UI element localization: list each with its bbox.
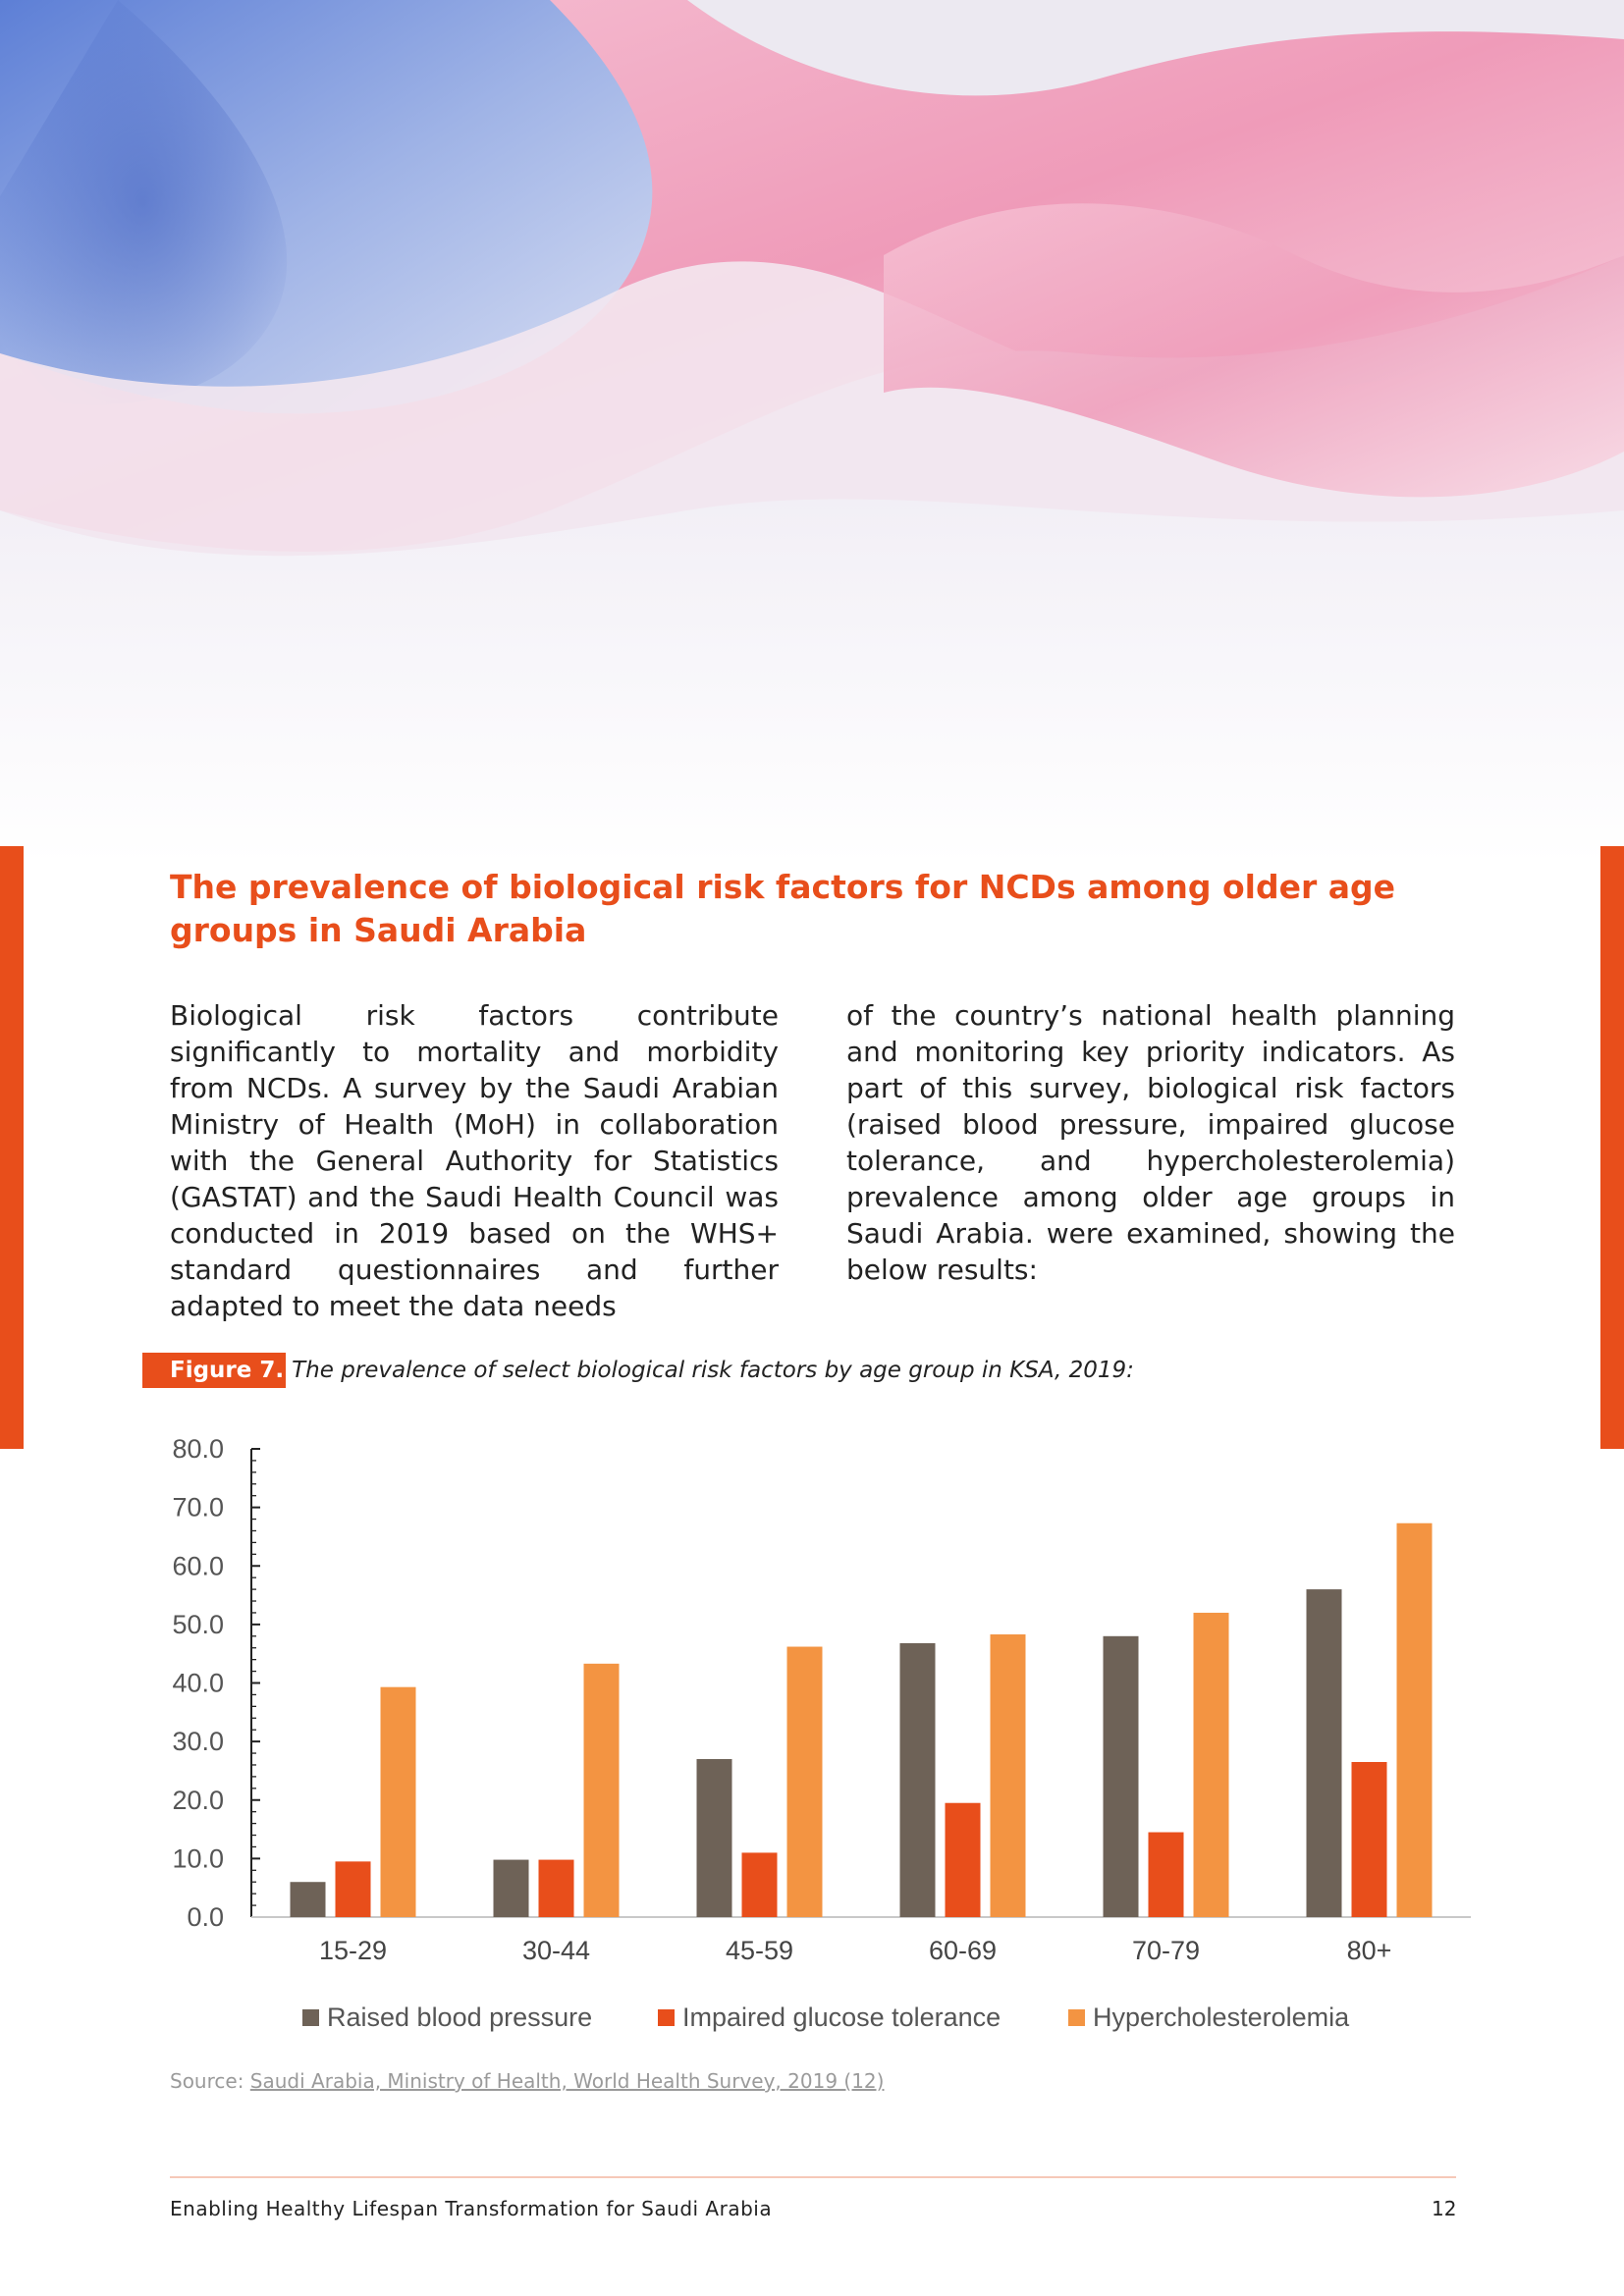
y-tick-label: 80.0: [172, 1434, 224, 1464]
bar-1: [900, 1643, 936, 1917]
bar-2: [1149, 1833, 1184, 1917]
y-tick-label: 50.0: [172, 1609, 224, 1639]
legend-swatch: [302, 2009, 319, 2026]
y-tick-label: 0.0: [187, 1902, 224, 1932]
figure-label: Figure 7.: [142, 1353, 286, 1388]
y-tick-label: 70.0: [172, 1492, 224, 1522]
x-tick-label: 80+: [1346, 1936, 1392, 1965]
y-tick-label: 60.0: [172, 1551, 224, 1581]
bar-2: [1352, 1762, 1387, 1917]
x-tick-label: 30-44: [521, 1936, 591, 1965]
bar-3: [1397, 1523, 1433, 1917]
bar-3: [381, 1687, 416, 1917]
hero-image: [0, 0, 1624, 864]
silk-fabric-illustration: [0, 0, 1624, 864]
bar-2: [742, 1852, 778, 1917]
legend-swatch: [658, 2009, 675, 2026]
bar-1: [1104, 1636, 1139, 1917]
bar-1: [697, 1759, 732, 1917]
bar-3: [584, 1664, 620, 1917]
bar-1: [494, 1860, 529, 1917]
section-heading: The prevalence of biological risk factors for NCDs among older age groups in Saudi Arabia: [170, 868, 1396, 949]
x-tick-label: 15-29: [318, 1936, 388, 1965]
source-prefix: Source:: [170, 2069, 250, 2093]
x-tick-label: 70-79: [1131, 1936, 1201, 1965]
y-tick-label: 20.0: [172, 1785, 224, 1815]
legend-label: Impaired glucose tolerance: [682, 2002, 1001, 2032]
accent-bar-left: [0, 846, 24, 1449]
legend-label: Hypercholesterolemia: [1093, 2002, 1350, 2032]
bar-3: [991, 1634, 1026, 1917]
bar-chart: [137, 1423, 1492, 2052]
legend-swatch: [1068, 2009, 1085, 2026]
figure-caption-text: The prevalence of select biological risk factors by age group in KSA, 2019:: [292, 1358, 1134, 1383]
footer-divider: [170, 2176, 1456, 2178]
bar-2: [946, 1803, 981, 1917]
y-tick-label: 30.0: [172, 1727, 224, 1757]
bar-2: [336, 1861, 371, 1917]
page-number: 12: [1432, 2197, 1457, 2220]
figure-caption: [142, 1353, 1134, 1388]
x-tick-label: 60-69: [928, 1936, 998, 1965]
footer-title: Enabling Healthy Lifespan Transformation for Saudi Arabia: [170, 2197, 773, 2220]
source-link[interactable]: Saudi Arabia, Ministry of Health, World Health Survey, 2019 (12): [249, 2069, 885, 2093]
y-tick-label: 40.0: [172, 1668, 224, 1698]
accent-bar-right: [1600, 846, 1624, 1449]
x-tick-label: 45-59: [725, 1936, 794, 1965]
y-tick-label: 10.0: [172, 1843, 224, 1874]
bar-3: [1194, 1613, 1229, 1917]
bar-1: [1307, 1589, 1342, 1917]
bar-2: [539, 1860, 574, 1917]
source-note: [170, 2069, 884, 2093]
body-text-left: Biological risk factors contribute significantly to mortality and morbidity from NCDs. A survey by the Saudi Arabian Ministry of Health (MoH) in collaboration with the General Authority for Statistics (GASTAT) and the Saudi Health Council was conducted in 2019 based on the WHS+ standard questionnaires and further adapted to meet the data needs: [170, 999, 779, 1322]
legend-label: Raised blood pressure: [327, 2002, 593, 2032]
bar-1: [291, 1882, 326, 1917]
bar-3: [787, 1647, 823, 1917]
body-text-right: of the country’s national health planning and monitoring key priority indicators. As part of this survey, biological risk factors (raised blood pressure, impaired glucose tolerance, and hypercholesterolemia) prevalence among older age groups in Saudi Arabia. were examined, showing the below results:: [846, 999, 1455, 1286]
